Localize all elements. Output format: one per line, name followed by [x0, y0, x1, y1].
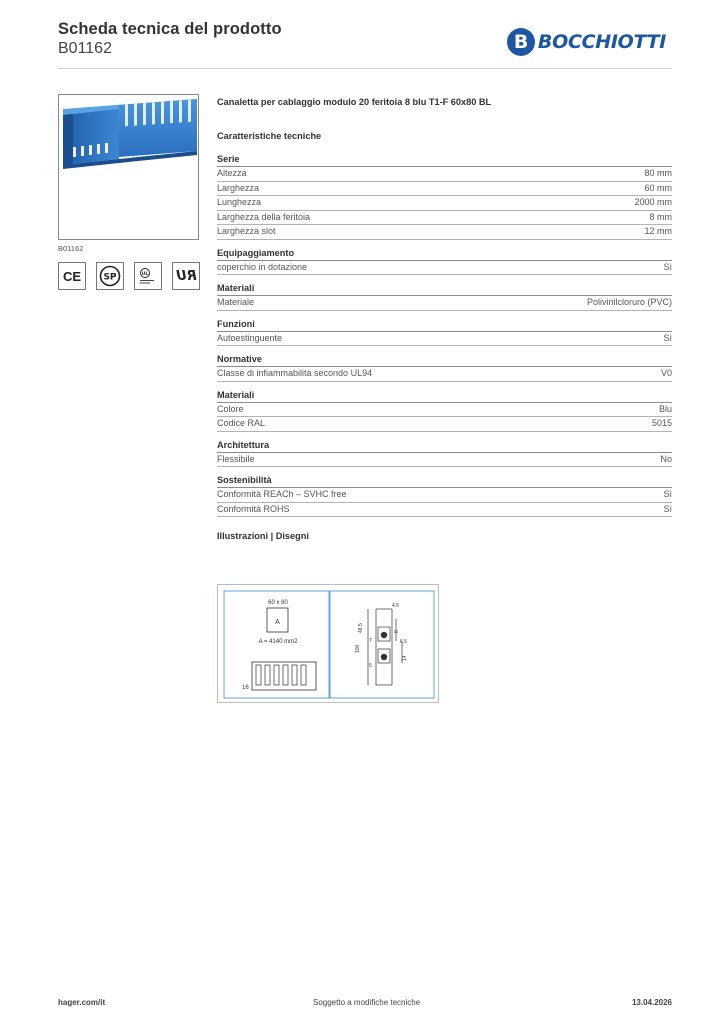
- dim-label: 4.5: [392, 603, 399, 609]
- spec-label: Altezza: [217, 168, 247, 178]
- spec-label: Conformità REACh – SVHC free: [217, 489, 347, 499]
- group-title: Architettura: [217, 440, 672, 453]
- spec-row: [217, 225, 672, 240]
- footer-disclaimer: Soggetto a modifiche tecniche: [313, 998, 421, 1007]
- document-title: Scheda tecnica del prodotto: [58, 20, 282, 38]
- spec-row: [217, 488, 672, 503]
- spec-row: [217, 403, 672, 418]
- spec-heading: Caratteristiche tecniche: [217, 131, 322, 141]
- group-title: Funzioni: [217, 319, 672, 332]
- profile-hole: [381, 632, 387, 638]
- spec-value: 60 mm: [644, 182, 672, 193]
- spec-label: Autoestinguente: [217, 332, 283, 343]
- ce-mark-text: CE: [62, 268, 82, 284]
- dim-label: 14: [402, 655, 408, 661]
- spec-row: [217, 453, 672, 468]
- ur-mark-text: RU: [175, 268, 197, 284]
- dim-label: 5: [369, 663, 372, 669]
- product-title: Canaletta per cablaggio modulo 20 feritoia 8 blu T1-F 60x80 BL: [217, 97, 492, 107]
- technical-drawing: [217, 584, 439, 703]
- document-product-code: B01162: [58, 40, 112, 57]
- spec-value: 5015: [651, 418, 672, 428]
- logo-mark-letter: B: [513, 31, 529, 53]
- size-label: 60 x 80: [268, 600, 288, 606]
- group-title: Materiali: [217, 283, 672, 296]
- csa-mark-text: SP: [103, 272, 117, 283]
- document-header: [58, 20, 672, 70]
- footer-date: 13.04.2026: [631, 998, 672, 1007]
- spec-group-serie: [217, 154, 672, 240]
- ul-listed-text: UL: [141, 272, 149, 277]
- spec-value: Blu: [658, 403, 672, 414]
- spec-label: Flessibile: [217, 453, 255, 464]
- spec-label: Larghezza della feritoia: [217, 211, 311, 222]
- dim-label: 7: [369, 638, 372, 644]
- profile-hole: [381, 654, 387, 660]
- footer-website: hager.com/it: [58, 998, 106, 1007]
- illustrations-heading: Illustrazioni | Disegni: [217, 531, 309, 541]
- elevation-body: [252, 662, 316, 690]
- spec-group-equipaggiamento: [217, 248, 672, 276]
- spec-value: 12 mm: [644, 226, 672, 236]
- spec-group-materiali-2: [217, 390, 672, 432]
- group-title: Materiali: [217, 390, 672, 403]
- spec-value: Sì: [663, 503, 672, 514]
- cable-duct-illustration: [59, 95, 199, 240]
- spec-row: [217, 211, 672, 226]
- spec-label: Conformità ROHS: [217, 503, 290, 514]
- ul-listed-svg: [137, 265, 159, 287]
- product-photo: [58, 94, 199, 240]
- spec-row: [217, 167, 672, 182]
- spec-row: [217, 296, 672, 311]
- dim-label: 8: [394, 630, 400, 633]
- spec-value: Polivinilcloruro (PVC): [586, 297, 672, 307]
- dim-label: 48.5: [358, 623, 364, 633]
- spec-group-materiali: [217, 283, 672, 311]
- brand-logo: [507, 28, 666, 56]
- profile-drawing: [368, 609, 402, 685]
- spec-value: 80 mm: [644, 168, 672, 178]
- spec-row: [217, 417, 672, 432]
- spec-label: coperchio in dotazione: [217, 261, 308, 272]
- group-title: Equipaggiamento: [217, 248, 672, 261]
- spec-label: Codice RAL: [217, 418, 266, 428]
- spec-row: [217, 332, 672, 347]
- spec-label: Larghezza slot: [217, 226, 276, 236]
- spec-row: [217, 196, 672, 211]
- spec-row: [217, 367, 672, 382]
- depth-label: 16: [242, 685, 249, 691]
- spec-label: Colore: [217, 403, 244, 414]
- technical-drawing-svg: [218, 585, 440, 704]
- spec-value: Sì: [663, 489, 672, 499]
- header-divider: [58, 68, 672, 69]
- logo-mark-icon: [507, 28, 535, 56]
- group-title: Normative: [217, 354, 672, 367]
- spec-group-architettura: [217, 440, 672, 468]
- certification-marks: [58, 262, 210, 290]
- spec-label: Classe di infiammabilità secondo UL94: [217, 368, 373, 378]
- spec-label: Larghezza: [217, 182, 260, 193]
- ur-mark-icon: [172, 262, 200, 290]
- csa-mark-svg: [99, 265, 121, 287]
- spec-value: No: [660, 453, 672, 464]
- spec-group-normative: [217, 354, 672, 382]
- spec-label: Materiale: [217, 297, 255, 307]
- spec-panel: [217, 97, 672, 541]
- spec-value: Sì: [663, 332, 672, 343]
- page-footer: [58, 998, 672, 1007]
- spec-group-sostenibilita: [217, 475, 672, 517]
- dim-label: 6.5: [400, 639, 407, 645]
- spec-value: V0: [660, 368, 672, 378]
- group-title: Sostenibilità: [217, 475, 672, 488]
- logo-text: BOCCHIOTTI: [537, 31, 666, 53]
- spec-label: Lunghezza: [217, 197, 262, 207]
- photo-caption-code: B01162: [58, 244, 84, 253]
- ce-mark-icon: [58, 262, 86, 290]
- csa-mark-icon: [96, 262, 124, 290]
- spec-group-funzioni: [217, 319, 672, 347]
- dim-label: 100: [355, 644, 361, 653]
- ul-listed-mark-icon: [134, 262, 162, 290]
- spec-value: Sì: [663, 261, 672, 272]
- spec-row: [217, 182, 672, 197]
- spec-row: [217, 503, 672, 518]
- spec-row: [217, 261, 672, 276]
- group-title: Serie: [217, 154, 672, 167]
- spec-value: 2000 mm: [634, 197, 672, 207]
- spec-value: 8 mm: [649, 211, 672, 222]
- area-letter: A: [275, 619, 280, 626]
- area-label: A = 4140 mm2: [258, 639, 298, 645]
